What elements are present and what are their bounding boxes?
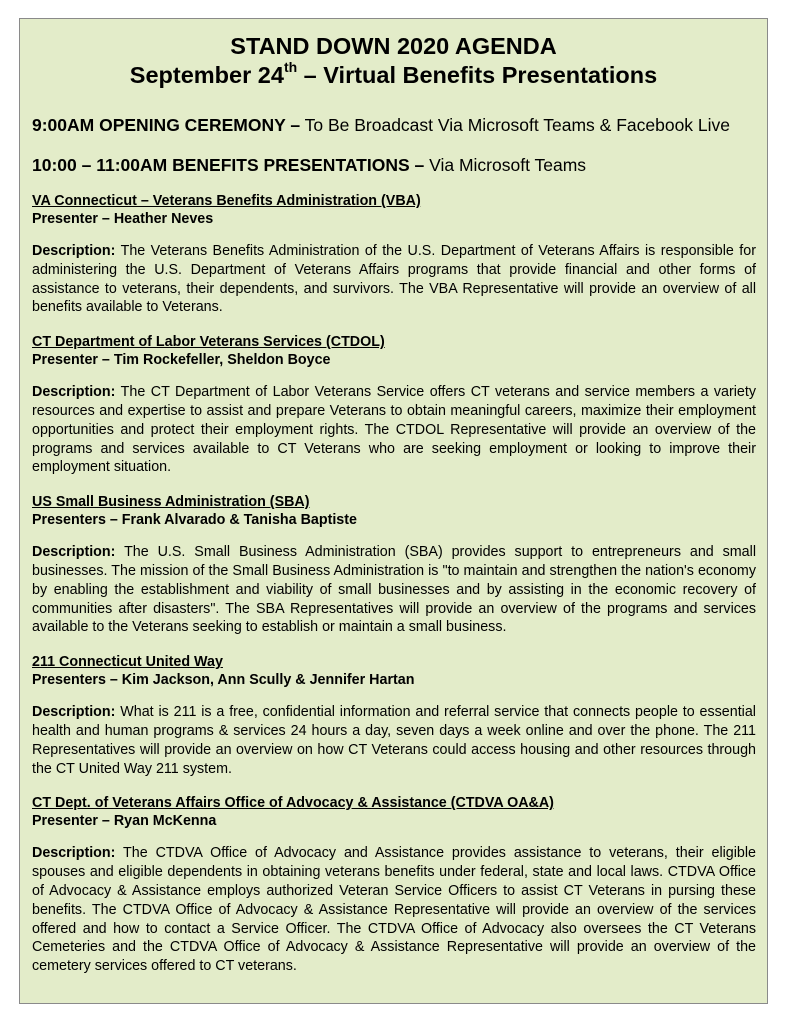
schedule-time: 9:00AM OPENING CEREMONY – (32, 115, 301, 135)
section-description (32, 242, 756, 317)
section-description (32, 844, 756, 976)
schedule-detail: To Be Broadcast Via Microsoft Teams & Facebook Live (300, 115, 731, 135)
section-presenter: Presenters – Frank Alvarado & Tanisha Baptiste (32, 512, 357, 529)
section-org: CT Department of Labor Veterans Services (CTDOL) (32, 334, 385, 351)
document-title (20, 32, 767, 90)
section-org: US Small Business Administration (SBA) (32, 494, 310, 511)
description-label: Description: (32, 704, 116, 721)
section-org: VA Connecticut – Veterans Benefits Administration (VBA) (32, 193, 421, 209)
description-label: Description: (32, 544, 116, 561)
title-date: September 24 (129, 62, 284, 88)
schedule-detail: Via Microsoft Teams (424, 155, 587, 175)
section-ctdva (32, 794, 756, 976)
section-ctdol (32, 333, 756, 477)
description-text: The CT Department of Labor Veterans Service offers CT veterans and service members a variety resources and expertise to assist and prepare Veterans to obtain meaningful careers, maximize their employment opportunities and protect their employment rights. The CTDOL Representative will provide an overview of the programs and services available to CT Veterans who are seeking employment or looking to improve their employment situation. (32, 384, 756, 476)
section-description (32, 383, 756, 477)
section-presenter: Presenter – Tim Rockefeller, Sheldon Boyce (32, 352, 331, 369)
section-description (32, 703, 756, 778)
schedule-benefits-presentations (32, 155, 756, 176)
section-presenter: Presenter – Ryan McKenna (32, 813, 217, 830)
section-presenter: Presenter – Heather Neves (32, 211, 214, 227)
section-presenter: Presenters – Kim Jackson, Ann Scully & Jennifer Hartan (32, 672, 415, 689)
schedule-time: 10:00 – 11:00AM BENEFITS PRESENTATIONS – (32, 155, 425, 175)
title-line-1: STAND DOWN 2020 AGENDA (230, 33, 557, 59)
section-vba (32, 192, 756, 317)
title-subtitle: – Virtual Benefits Presentations (297, 62, 658, 88)
description-label: Description: (32, 845, 116, 862)
description-text: What is 211 is a free, confidential information and referral service that connects people to essential health and human programs & services 24 hours a day, seven days a week online and over the phone. The 211 Representatives will provide an overview on how CT Veterans could access housing and other resources through the CT United Way 211 system. (32, 704, 756, 777)
description-text: The U.S. Small Business Administration (SBA) provides support to entrepreneurs and small businesses. The mission of the Small Business Administration is "to maintain and strengthen the nation's economy by enabling the establishment and viability of small businesses and by assisting in the economic recovery of communities after disasters". The SBA Representatives will provide an overview of the programs and services available to the Veterans seeking to establish or maintain a small business. (32, 544, 756, 636)
schedule-opening-ceremony (32, 115, 756, 136)
section-sba (32, 493, 756, 637)
description-label: Description: (32, 243, 116, 259)
description-text: The Veterans Benefits Administration of the U.S. Department of Veterans Affairs is responsible for administering the U.S. Department of Veterans Affairs programs that provide financial and other forms of assistance to veterans, their dependents, and survivors. The VBA Representative will provide an overview of all benefits available to Veterans. (32, 243, 756, 316)
title-date-suffix: th (283, 59, 298, 76)
section-description (32, 543, 756, 637)
section-211 (32, 653, 756, 778)
description-label: Description: (32, 384, 116, 401)
description-text: The CTDVA Office of Advocacy and Assistance provides assistance to veterans, their eligible spouses and eligible dependents in obtaining veterans benefits under federal, state and local laws. CTDVA Office of Advocacy & Assistance employs authorized Veteran Service Officers to assist CT Veterans in pursing these benefits. The CTDVA Office of Advocacy & Assistance Representative will provide an overview of the services offered and how to contact a Service Officer. The CTDVA Office of Advocacy also oversees the CT Veterans Cemeteries and the CTDVA Office of Advocacy & Assistance Representative will provide an overview of the cemetery services offered to CT veterans. (32, 845, 756, 975)
section-org: CT Dept. of Veterans Affairs Office of Advocacy & Assistance (CTDVA OA&A) (32, 795, 554, 812)
section-org: 211 Connecticut United Way (32, 654, 223, 671)
agenda-page (19, 18, 768, 1004)
title-line-2 (20, 61, 767, 90)
